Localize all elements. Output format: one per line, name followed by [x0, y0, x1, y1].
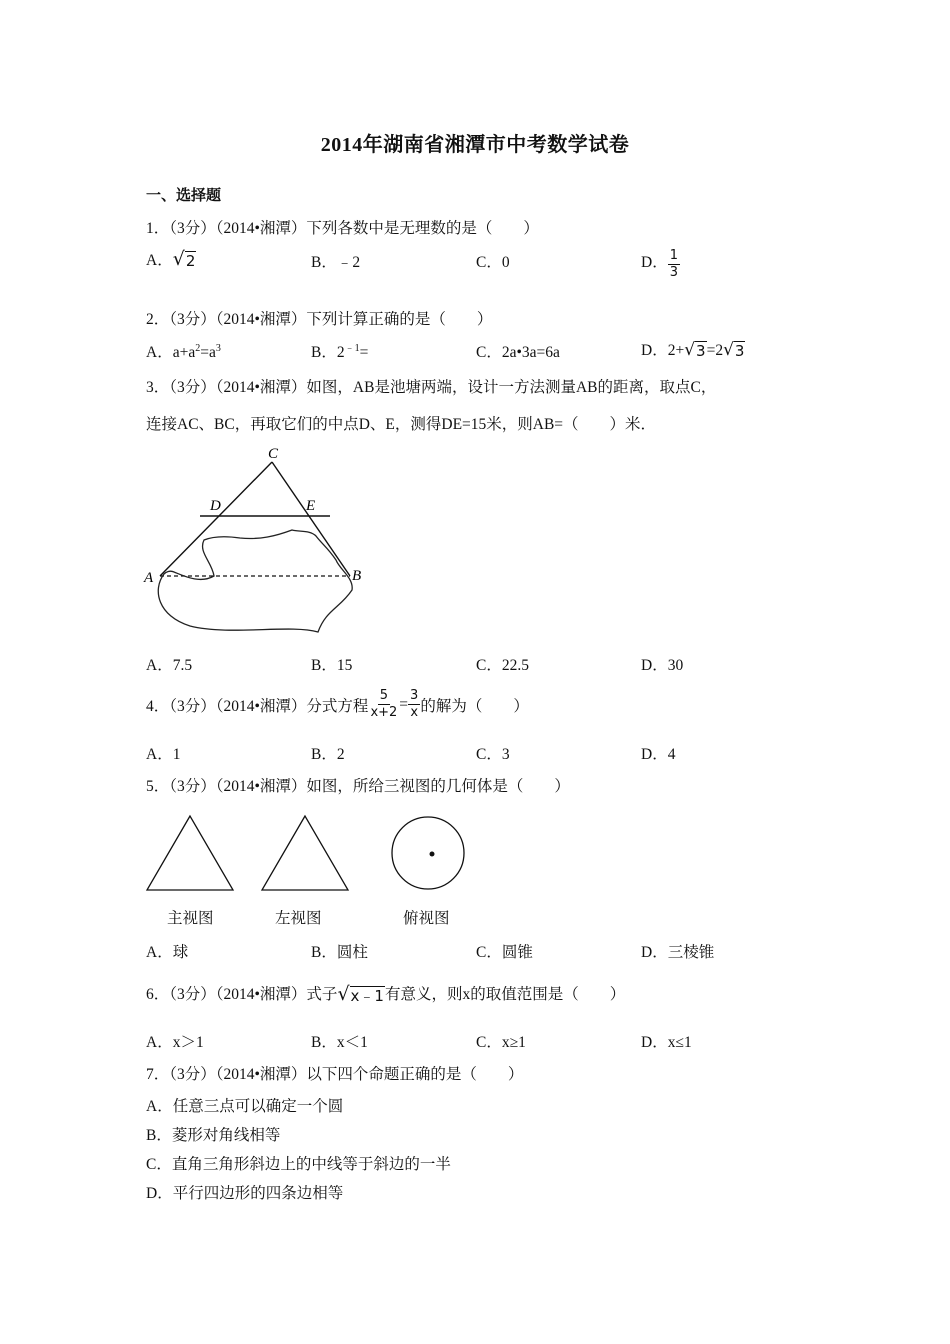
question-6-stem	[146, 982, 625, 1004]
denominator: x	[410, 705, 419, 721]
exponent: 3	[215, 342, 221, 354]
question-4-option-c[interactable]: C．3	[476, 746, 510, 763]
fraction-right	[408, 688, 420, 722]
pond-triangle-figure	[140, 440, 370, 645]
sqrt-expression: √ x﹣1	[337, 983, 384, 1005]
question-4-option-d[interactable]: D．4	[641, 746, 676, 763]
view-label-top: 俯视图	[403, 910, 450, 927]
radicand: 2	[185, 251, 196, 270]
point-label-e: E	[306, 498, 316, 514]
question-7-stem: 7．（3分）（2014•湘潭）以下四个命题正确的是（ ）	[146, 1066, 524, 1083]
expr-part: =a	[200, 344, 216, 361]
point-label-a: A	[144, 570, 154, 586]
numerator: 1	[668, 248, 680, 265]
numerator: 5	[378, 688, 390, 705]
question-7-option-a[interactable]: A．任意三点可以确定一个圆	[146, 1098, 344, 1115]
question-2-option-c[interactable]: C．2a•3a=6a	[476, 344, 560, 361]
question-3-option-b[interactable]: B．15	[311, 657, 353, 674]
question-5-stem: 5．（3分）（2014•湘潭）如图，所给三视图的几何体是（ ）	[146, 778, 570, 795]
question-1-option-a[interactable]	[146, 248, 196, 270]
side-cb	[272, 462, 350, 576]
side-ca	[160, 462, 272, 576]
question-3-option-d[interactable]: D．30	[641, 657, 684, 674]
question-7-option-b[interactable]: B．菱形对角线相等	[146, 1127, 281, 1144]
stem-text: 6．（3分）（2014•湘潭）式子	[146, 986, 338, 1003]
stem-text: 4．（3分）（2014•湘潭）分式方程	[146, 697, 369, 715]
question-5-option-b[interactable]: B．圆柱	[311, 944, 368, 961]
stem-text: 的解为（ ）	[420, 697, 529, 715]
question-3-option-a[interactable]: A．7.5	[146, 657, 193, 674]
question-2-option-d[interactable]	[641, 338, 745, 360]
question-7-option-c[interactable]: C．直角三角形斜边上的中线等于斜边的一半	[146, 1156, 451, 1173]
question-2-option-a[interactable]	[146, 340, 221, 362]
question-1-stem: 1．（3分）（2014•湘潭）下列各数中是无理数的是（ ）	[146, 220, 539, 237]
question-6-option-b[interactable]: B．x＜1	[311, 1034, 368, 1051]
question-1-option-b[interactable]: B．﹣2	[311, 254, 361, 271]
denominator: x+2	[370, 705, 398, 721]
denominator: 3	[669, 265, 678, 281]
expr-part: A．a+a	[146, 344, 196, 361]
stem-text: 有意义，则x的取值范围是（ ）	[384, 986, 626, 1003]
section-heading: 一、选择题	[146, 188, 222, 204]
option-label: A．	[146, 252, 173, 269]
question-6-option-d[interactable]: D．x≤1	[641, 1034, 692, 1051]
three-view-figure	[140, 808, 480, 898]
question-5-option-c[interactable]: C．圆锥	[476, 944, 533, 961]
radicand: x﹣1	[350, 986, 384, 1005]
point-label-d: D	[210, 498, 221, 514]
sqrt-expression: √ 3	[684, 340, 706, 360]
question-3-option-c[interactable]: C．22.5	[476, 657, 529, 674]
expr-part: =	[359, 344, 369, 361]
question-1-option-d[interactable]	[641, 250, 680, 284]
fraction	[668, 248, 680, 282]
question-3-stem-line-2: 连接AC、BC，再取它们的中点D、E，测得DE=15米，则AB=（ ）米．	[146, 416, 657, 433]
question-4-option-a[interactable]: A．1	[146, 746, 181, 763]
top-view-circle	[392, 817, 464, 889]
question-6-option-a[interactable]: A．x＞1	[146, 1034, 204, 1051]
radicand: 3	[734, 341, 745, 360]
question-7-option-d[interactable]: D．平行四边形的四条边相等	[146, 1185, 344, 1202]
question-2-stem: 2．（3分）（2014•湘潭）下列计算正确的是（ ）	[146, 311, 493, 328]
sqrt-expression: √ 2	[172, 248, 196, 270]
top-view-center-dot	[430, 852, 435, 857]
question-4-option-b[interactable]: B．2	[311, 746, 345, 763]
view-label-front: 主视图	[167, 910, 214, 927]
question-5-option-d[interactable]: D．三棱锥	[641, 944, 715, 961]
expr-part: B．2	[311, 344, 345, 361]
left-view-triangle	[262, 816, 348, 890]
equals-sign: =	[399, 695, 409, 713]
pond-outline	[158, 530, 352, 632]
page-title: 2014年湖南省湘潭市中考数学试卷	[320, 134, 630, 156]
option-label: D．	[641, 254, 668, 271]
exponent: ﹣1	[344, 342, 360, 354]
question-5-option-a[interactable]: A．球	[146, 944, 189, 961]
view-label-left: 左视图	[275, 910, 322, 927]
question-4-stem	[146, 688, 529, 722]
expr-part: =2	[706, 342, 724, 359]
sqrt-expression: √ 3	[723, 340, 745, 360]
vertex-label-c: C	[268, 446, 279, 462]
exponent: 2	[195, 342, 201, 354]
numerator: 3	[408, 688, 420, 705]
front-view-triangle	[147, 816, 233, 890]
question-3-stem-line-1: 3．（3分）（2014•湘潭）如图，AB是池塘两端，设计一方法测量AB的距离，取点C，	[146, 379, 717, 396]
radicand: 3	[696, 341, 706, 360]
question-2-option-b[interactable]	[311, 340, 368, 362]
question-1-option-c[interactable]: C．0	[476, 254, 510, 271]
question-6-option-c[interactable]: C．x≥1	[476, 1034, 526, 1051]
point-label-b: B	[352, 568, 362, 584]
expr-part: D．2+	[641, 342, 685, 359]
fraction-left	[368, 688, 399, 722]
